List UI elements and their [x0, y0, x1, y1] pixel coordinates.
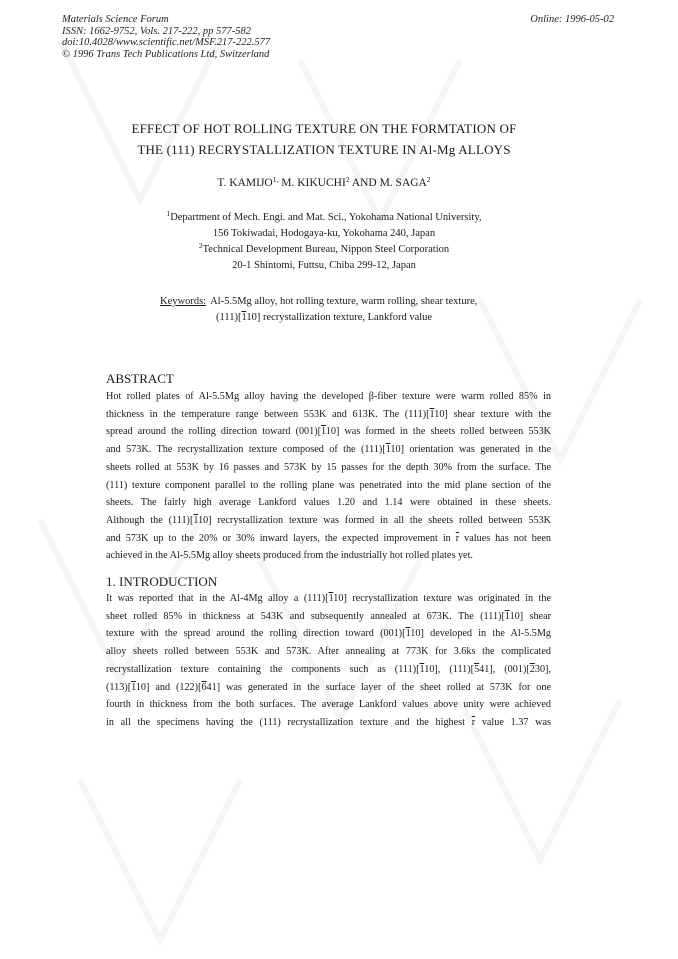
affil-1-text: Department of Mech. Engi. and Mat. Sci., Yokohama National University,	[170, 212, 482, 223]
abstract-line: achieved in the Al-5.5Mg alloy sheets produced from the industrially hot rolled plates yet.	[106, 550, 473, 562]
journal-header	[62, 14, 270, 60]
abstract-line: (111) texture component parallel to the rolling plane was penetrated into the mid plane section of the	[106, 479, 551, 491]
affiliation-2-address: 20-1 Shintomi, Futtsu, Chiba 299-12, Japan	[232, 260, 416, 271]
author-2-affil: 2	[345, 175, 350, 184]
title-line-2: THE (111) RECRYSTALLIZATION TEXTURE IN Al-Mg ALLOYS	[137, 142, 511, 157]
keywords-label: Keywords:	[160, 296, 207, 307]
affiliation-1	[0, 210, 648, 226]
author-2: M. KIKUCHI	[281, 177, 346, 189]
abstract-line: Hot rolled plates of Al-5.5Mg alloy having the developed β-fiber texture were warm rolled 85% in	[106, 391, 551, 402]
abstract-line: and 573K. The recrystallization texture composed of the (111)[110] orientation was generated in the	[106, 444, 551, 456]
author-1: T. KAMIJO	[217, 177, 273, 189]
intro-line: fourth in thickness from the both surfaces. The average Lankford values above unity were achieved	[106, 699, 551, 711]
author-1-affil: 1,	[272, 175, 279, 184]
abstract-line: sheets rolled at 553K by 16 passes and 573K by 15 passes for the depth 30% from the surface. The	[106, 461, 551, 473]
intro-line: (113)[110] and (122)[641] was generated in the surface layer of the sheet rolled at 573K for one	[106, 681, 552, 693]
intro-line: recrystallization texture containing the components such as (111)[110], (111)[541], (001)[230],	[106, 663, 551, 675]
author-3-affil: 2	[426, 175, 431, 184]
introduction-body	[106, 590, 551, 732]
doi-line: doi:10.4028/www.scientific.net/MSF.217-222.577	[62, 37, 271, 48]
title-line-1: EFFECT OF HOT ROLLING TEXTURE ON THE FORMTATION OF	[131, 121, 517, 136]
copyright-line: © 1996 Trans Tech Publications Ltd, Switzerland	[62, 48, 270, 60]
intro-line: alloy sheets rolled between 553K and 573K. After annealing at 773K for 3.6ks the complicated	[106, 646, 551, 658]
abstract-line: Although the (111)[110] recrystallization texture was formed in all the sheets rolled between 553K	[106, 514, 551, 526]
affiliations	[0, 210, 648, 274]
affil-2-text: Technical Development Bureau, Nippon Steel Corporation	[202, 244, 450, 255]
affiliation-1-address: 156 Tokiwadai, Hodogaya-ku, Yokohama 240, Japan	[212, 228, 436, 239]
affiliation-2	[0, 242, 648, 258]
author-3: M. SAGA	[379, 177, 427, 189]
keywords-line-1: Al-5.5Mg alloy, hot rolling texture, warm rolling, shear texture,	[210, 296, 478, 307]
intro-line: sheet rolled 85% in thickness at 543K and subsequently annealed at 673K. The (111)[110] shear	[106, 610, 551, 622]
paper-title	[0, 118, 648, 160]
issn-line: ISSN: 1662-9752, Vols. 217-222, pp 577-582	[62, 25, 251, 37]
keywords-line-2: (111)[110] recrystallization texture, Lankford value	[216, 312, 433, 323]
keywords	[160, 294, 477, 326]
intro-line: in all the specimens having the (111) recrystallization texture and the highest $\overline{r}$ value 1.37 was	[106, 716, 552, 728]
intro-line: texture with the spread around the rolling direction toward (001)[110] developed in the Al-5.5Mg	[106, 628, 552, 640]
author-list	[0, 177, 648, 189]
online-date: Online: 1996-05-02	[530, 14, 614, 25]
author-joiner: AND	[351, 177, 377, 189]
abstract-line: spread around the rolling direction toward (001)[110] was formed in the sheets rolled between 553K	[106, 426, 552, 438]
introduction-heading: 1. INTRODUCTION	[106, 574, 218, 589]
abstract-body	[106, 388, 551, 565]
abstract-line: and 573K up to the 20% or 30% inward layers, the expected improvement in $\overline{r}$ values has not been	[106, 532, 551, 544]
abstract-line: sheets. The fairly high average Lankford values 1.20 and 1.14 were obtained in these sheets.	[106, 497, 551, 509]
abstract-line: thickness in the temperature range between 553K and 613K. The (111)[110] shear texture with the	[106, 408, 551, 420]
intro-line: It was reported that in the Al-4Mg alloy a (111)[110] recrystallization texture was originated in the	[106, 593, 551, 604]
affil-marker-2: 2	[198, 241, 203, 250]
affil-marker-1: 1	[166, 209, 171, 218]
journal-name: Materials Science Forum	[62, 14, 169, 25]
abstract-heading: ABSTRACT	[106, 371, 174, 386]
